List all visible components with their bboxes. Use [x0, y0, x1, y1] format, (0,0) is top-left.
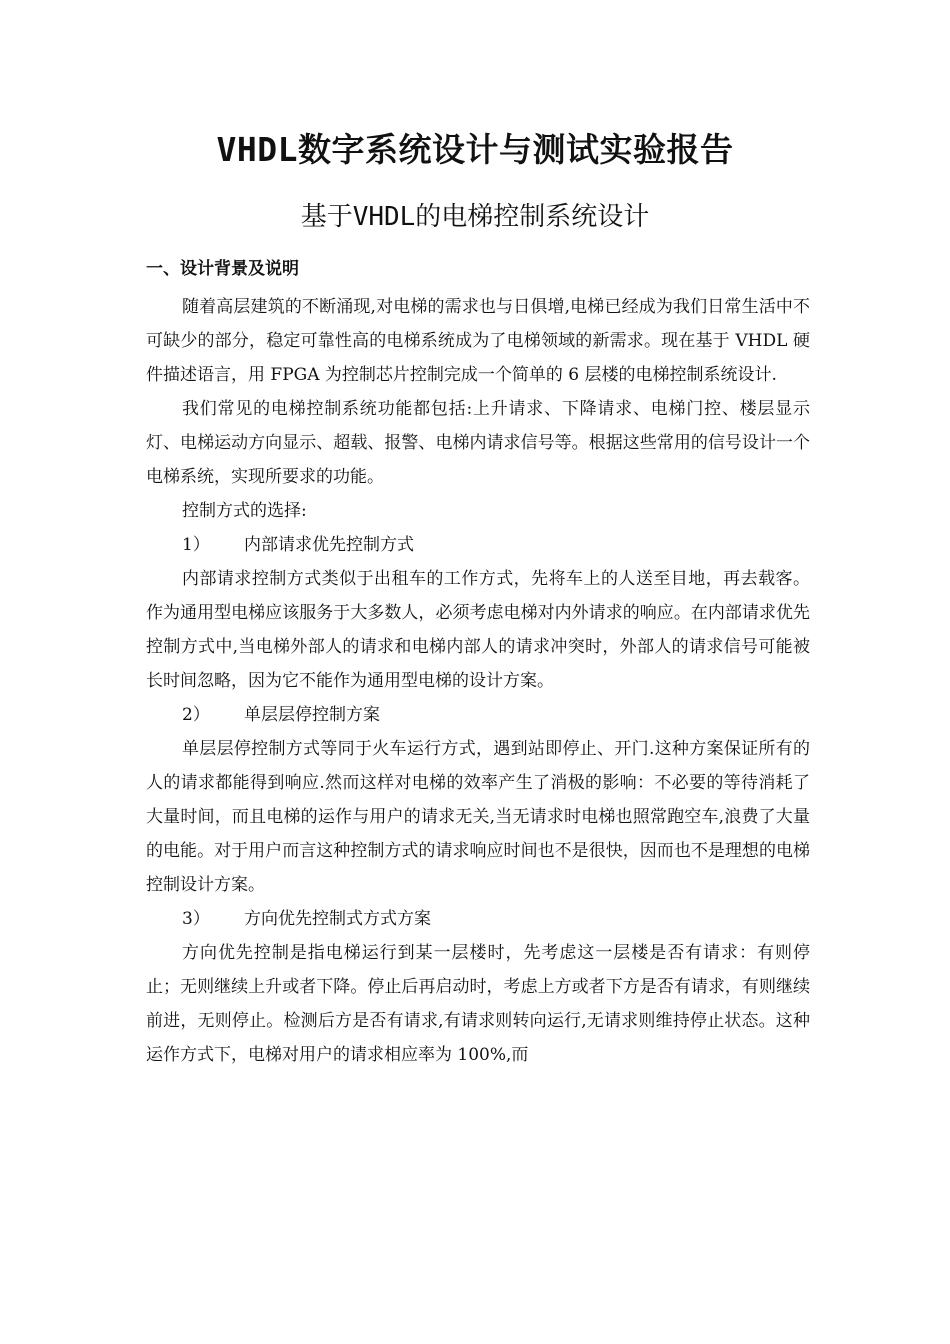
list-item-single-floor-stop — [146, 698, 810, 732]
paragraph-internal-priority: 内部请求控制方式类似于出租车的工作方式，先将车上的人送至目地，再去载客。作为通用型电梯应该服务于大多数人，必须考虑电梯对内外请求的响应。在内部请求优先控制方式中,当电梯外部人的请求和电梯内部人的请求冲突时，外部人的请求信号可能被长时间忽略，因为它不能作为通用型电梯的设计方案。 — [146, 569, 810, 691]
list-item-internal-priority — [146, 528, 810, 562]
document-subtitle: 基于VHDL的电梯控制系统设计 — [300, 202, 650, 232]
body-text — [146, 290, 810, 1072]
paragraph-control-choice: 控制方式的选择: — [182, 501, 307, 521]
paragraph-single-floor-stop: 单层层停控制方式等同于火车运行方式，遇到站即停止、开门.这种方案保证所有的人的请求都能得到响应.然而这样对电梯的效率产生了消极的影响：不必要的等待消耗了大量时间，而且电梯的运作与用户的请求无关,当无请求时电梯也照常跑空车,浪费了大量的电能。对于用户而言这种控制方式的请求响应时间也不是很快，因而也不是理想的电梯控制设计方案。 — [146, 739, 810, 895]
document-title: VHDL数字系统设计与测试实验报告 — [216, 130, 734, 169]
list-number: 3） — [182, 909, 210, 929]
section-heading: 一、设计背景及说明 — [146, 259, 299, 279]
paragraph-background: 随着高层建筑的不断涌现,对电梯的需求也与日俱增,电梯已经成为我们日常生活中不可缺少的部分，稳定可靠性高的电梯系统成为了电梯领域的新需求。现在基于 VHDL 硬件描述语言，用 FPGA 为控制芯片控制完成一个简单的 6 层楼的电梯控制系统设计. — [146, 297, 810, 385]
list-number: 1） — [182, 535, 210, 555]
list-label: 方向优先控制式方式方案 — [244, 909, 431, 929]
list-number: 2） — [182, 705, 210, 725]
list-label: 单层层停控制方案 — [244, 705, 380, 725]
list-item-direction-priority — [146, 902, 810, 936]
paragraph-direction-priority: 方向优先控制是指电梯运行到某一层楼时，先考虑这一层楼是否有请求：有则停止；无则继续上升或者下降。停止后再启动时，考虑上方或者下方是否有请求，有则继续前进，无则停止。检测后方是否有请求,有请求则转向运行,无请求则维持停止状态。这种运作方式下，电梯对用户的请求相应率为 100%,而 — [146, 943, 810, 1065]
paragraph-common-functions: 我们常见的电梯控制系统功能都包括:上升请求、下降请求、电梯门控、楼层显示灯、电梯运动方向显示、超载、报警、电梯内请求信号等。根据这些常用的信号设计一个电梯系统，实现所要求的功能。 — [146, 399, 810, 487]
list-label: 内部请求优先控制方式 — [244, 535, 414, 555]
